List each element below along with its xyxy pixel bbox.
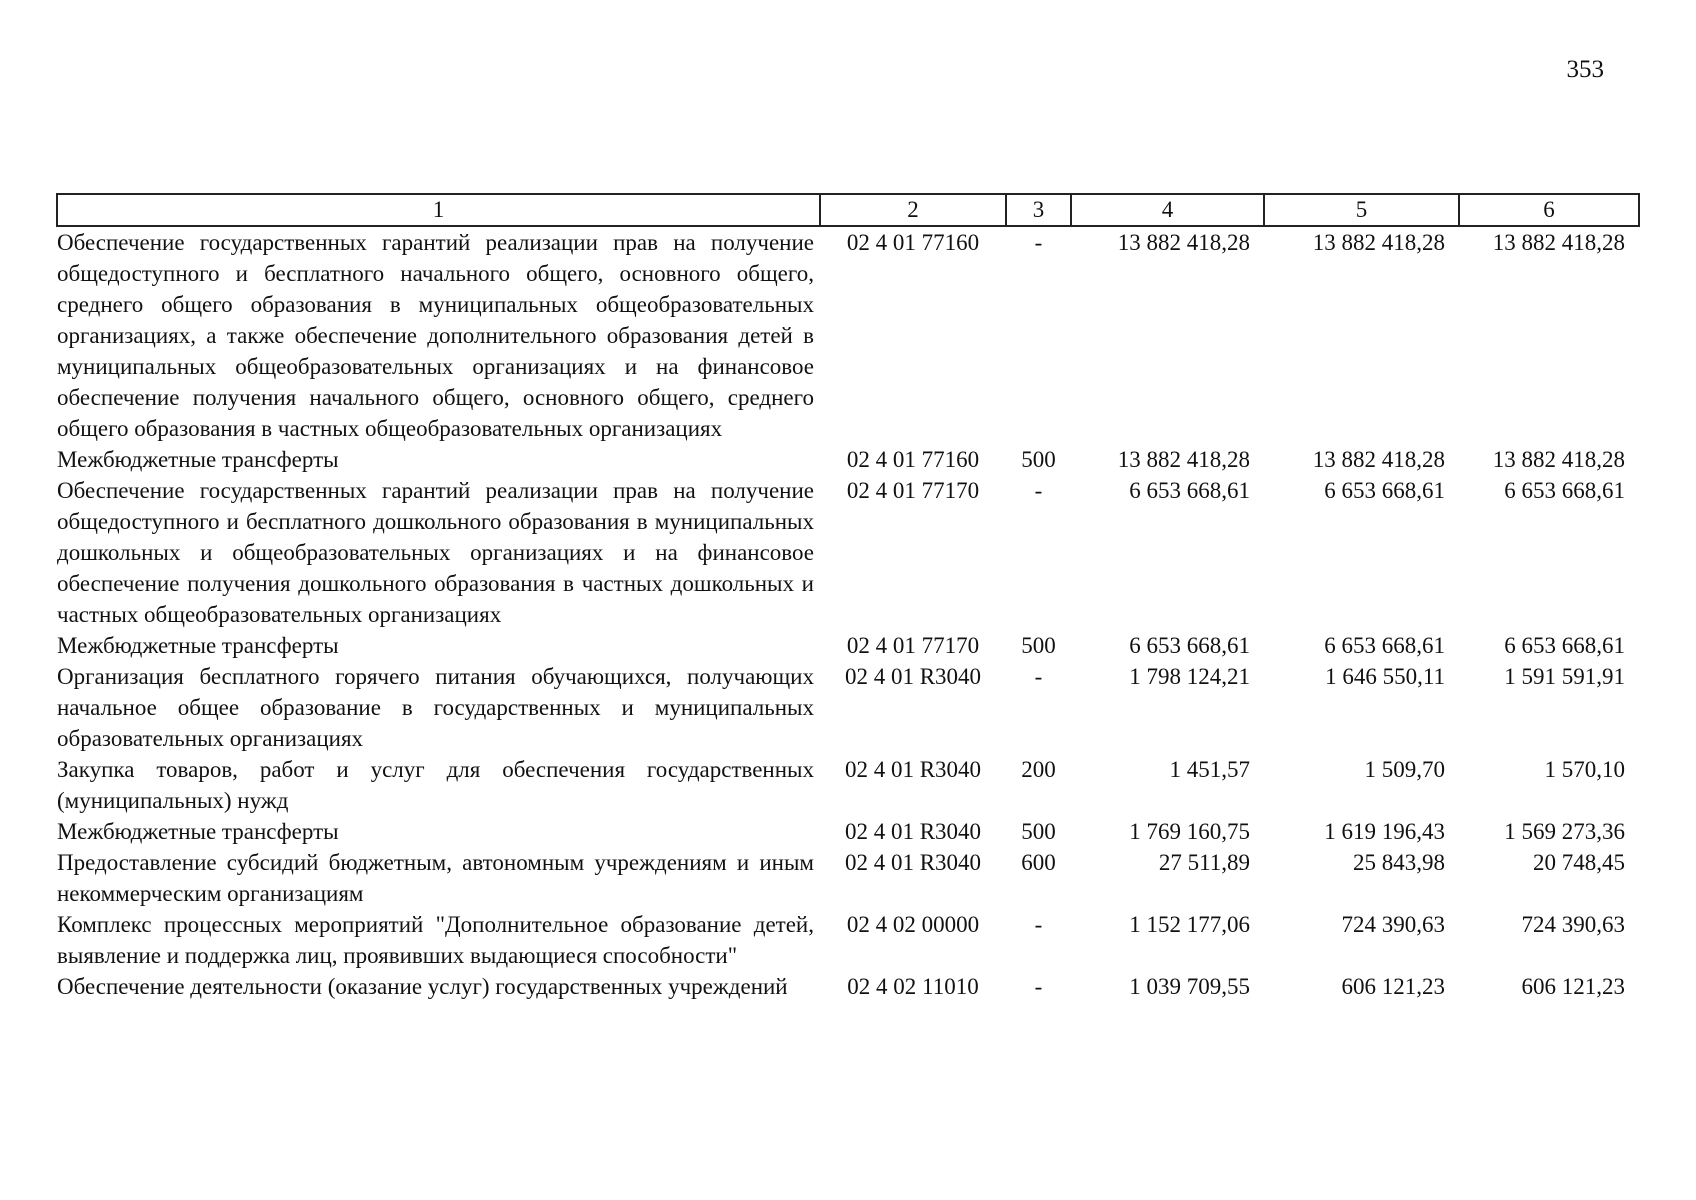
table-header-row <box>57 194 1639 226</box>
amount-col5: 606 121,23 <box>1341 974 1445 999</box>
target-article-code: 02 4 01 77170 <box>846 633 980 658</box>
row-description: Обеспечение деятельности (оказание услуг) государственных учреждений <box>57 974 788 999</box>
row-description: Комплекс процессных мероприятий "Дополнительное образование детей, выявление и поддержка лиц, проявивших выдающиеся способности" <box>57 912 814 968</box>
column-header: 1 <box>57 194 820 226</box>
expense-type-code: - <box>1034 974 1043 999</box>
amount-col4: 1 451,57 <box>1169 757 1250 782</box>
table-row <box>57 847 1639 909</box>
row-description: Предоставление субсидий бюджетным, автономным учреждениям и иным некоммерческим организациям <box>57 850 814 906</box>
amount-col5: 13 882 418,28 <box>1312 230 1445 255</box>
column-header: 4 <box>1071 194 1264 226</box>
target-article-code: 02 4 01 R3040 <box>844 757 982 782</box>
expense-type-code: - <box>1034 912 1043 937</box>
target-article-code: 02 4 01 77160 <box>846 447 980 472</box>
amount-col4: 27 511,89 <box>1158 850 1250 875</box>
row-description: Обеспечение государственных гарантий реализации прав на получение общедоступного и бесплатного дошкольного образования в муниципальных дошкольных и общеобразовательных организациях и на финансовое обеспечение получения дошкольного образования в частных дошкольных и частных общеобразовательных организациях <box>57 478 814 627</box>
expense-type-code: - <box>1034 478 1043 503</box>
amount-col5: 25 843,98 <box>1353 850 1445 875</box>
table-row <box>57 909 1639 971</box>
amount-col6: 13 882 418,28 <box>1492 447 1625 472</box>
column-header: 6 <box>1459 194 1639 226</box>
amount-col4: 1 039 709,55 <box>1129 974 1250 999</box>
expense-type-code: 500 <box>1021 633 1056 658</box>
expense-type-code: 500 <box>1021 819 1056 844</box>
column-header: 2 <box>820 194 1006 226</box>
row-description: Обеспечение государственных гарантий реализации прав на получение общедоступного и бесплатного начального общего, основного общего, среднего общего образования в муниципальных общеобразовательных организациях, а также обеспечение дополнительного образования детей в муниципальных общеобразовательных организациях и на финансовое обеспечение получения начального общего, основного общего, среднего общего образования в частных общеобразовательных организациях <box>57 230 814 441</box>
row-description: Межбюджетные трансферты <box>57 819 339 844</box>
amount-col6: 1 569 273,36 <box>1504 819 1625 844</box>
row-description: Межбюджетные трансферты <box>57 633 339 658</box>
amount-col6: 1 570,10 <box>1544 757 1625 782</box>
amount-col5: 1 646 550,11 <box>1325 664 1445 689</box>
table-row <box>57 444 1639 475</box>
expense-type-code: - <box>1034 230 1043 255</box>
amount-col6: 20 748,45 <box>1533 850 1625 875</box>
table-row <box>57 475 1639 630</box>
amount-col6: 606 121,23 <box>1521 974 1625 999</box>
target-article-code: 02 4 01 R3040 <box>844 850 982 875</box>
amount-col6: 1 591 591,91 <box>1504 664 1625 689</box>
amount-col5: 6 653 668,61 <box>1324 478 1445 503</box>
amount-col4: 1 769 160,75 <box>1129 819 1250 844</box>
target-article-code: 02 4 02 00000 <box>846 912 980 937</box>
amount-col5: 724 390,63 <box>1341 912 1445 937</box>
page-number: 353 <box>1566 56 1604 83</box>
amount-col4: 13 882 418,28 <box>1117 447 1250 472</box>
amount-col6: 13 882 418,28 <box>1492 230 1625 255</box>
column-header: 5 <box>1264 194 1459 226</box>
amount-col6: 6 653 668,61 <box>1504 478 1625 503</box>
column-header: 3 <box>1006 194 1071 226</box>
amount-col6: 724 390,63 <box>1521 912 1625 937</box>
target-article-code: 02 4 01 77170 <box>846 478 980 503</box>
amount-col5: 1 509,70 <box>1364 757 1445 782</box>
amount-col5: 13 882 418,28 <box>1312 447 1445 472</box>
table-row <box>57 816 1639 847</box>
row-description: Организация бесплатного горячего питания обучающихся, получающих начальное общее образование в государственных и муниципальных образовательных организациях <box>57 664 814 751</box>
amount-col4: 1 798 124,21 <box>1129 664 1250 689</box>
target-article-code: 02 4 01 77160 <box>846 230 980 255</box>
table-row <box>57 971 1639 1002</box>
table-row <box>57 661 1639 754</box>
amount-col4: 6 653 668,61 <box>1129 633 1250 658</box>
table-row <box>57 226 1639 444</box>
budget-table-container <box>56 193 1638 1002</box>
table-row <box>57 754 1639 816</box>
amount-col5: 1 619 196,43 <box>1324 819 1445 844</box>
amount-col4: 6 653 668,61 <box>1129 478 1250 503</box>
amount-col4: 1 152 177,06 <box>1129 912 1250 937</box>
expense-type-code: 500 <box>1021 447 1056 472</box>
table-row <box>57 630 1639 661</box>
amount-col5: 6 653 668,61 <box>1324 633 1445 658</box>
expense-type-code: 600 <box>1021 850 1056 875</box>
expense-type-code: 200 <box>1021 757 1056 782</box>
row-description: Межбюджетные трансферты <box>57 447 339 472</box>
budget-table <box>56 193 1640 1002</box>
target-article-code: 02 4 01 R3040 <box>844 664 982 689</box>
expense-type-code: - <box>1034 664 1043 689</box>
amount-col6: 6 653 668,61 <box>1504 633 1625 658</box>
target-article-code: 02 4 02 11010 <box>847 974 979 999</box>
target-article-code: 02 4 01 R3040 <box>844 819 982 844</box>
amount-col4: 13 882 418,28 <box>1117 230 1250 255</box>
row-description: Закупка товаров, работ и услуг для обеспечения государственных (муниципальных) нужд <box>57 757 814 813</box>
